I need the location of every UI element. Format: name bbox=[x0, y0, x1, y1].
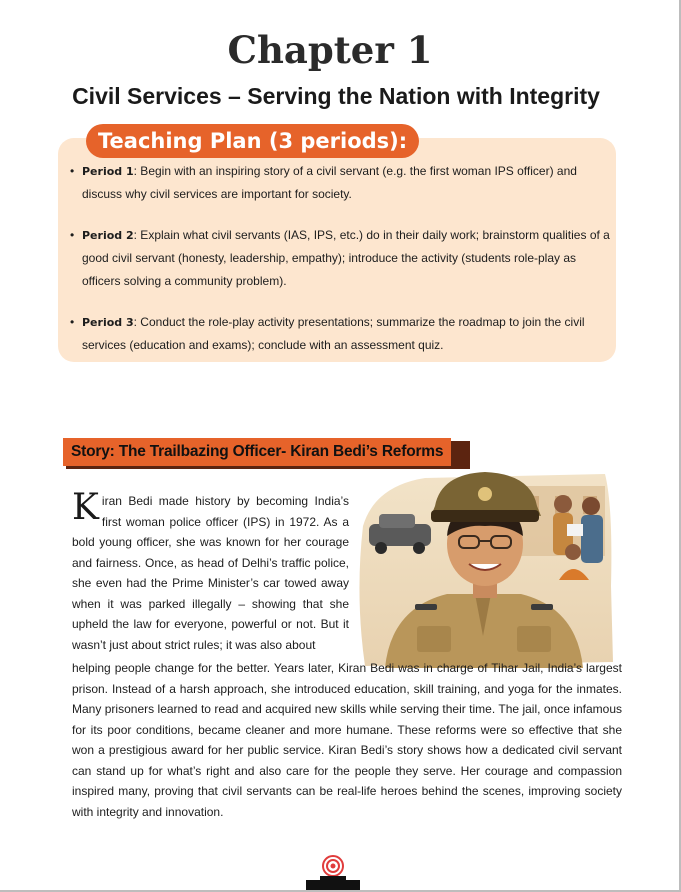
period-text: : Begin with an inspiring story of a civil servant (e.g. the first woman IPS officer) and discuss why civil services are important for society. bbox=[82, 164, 577, 201]
period-label: Period 3 bbox=[82, 316, 134, 329]
dropcap: K bbox=[72, 487, 99, 528]
period-item bbox=[70, 311, 610, 357]
period-label: Period 2 bbox=[82, 229, 134, 242]
period-text: : Conduct the role-play activity presentations; summarize the roadmap to join the civil services (education and exams); conclude with an assessment quiz. bbox=[82, 315, 585, 352]
teaching-plan-badge: Teaching Plan (3 periods): bbox=[86, 124, 419, 158]
footer-bar bbox=[306, 880, 360, 890]
period-label: Period 1 bbox=[82, 165, 134, 178]
target-icon bbox=[322, 855, 344, 877]
bullet-icon: • bbox=[70, 315, 75, 329]
story-intro-text: iran Bedi made history by becoming India’s first woman police officer (IPS) in 1972. As a bold young officer, she was known for her courage and fairness. Once, as head of Delhi’s traffic police, she even had the Prime Minister’s car towed away when it was parked illegally – showing that she upheld the law for everyone, powerful or not. But it wasn’t just about strict rules; it was also about bbox=[72, 494, 349, 652]
period-item bbox=[70, 160, 610, 206]
story-paragraph-main: helping people change for the better. Years later, Kiran Bedi was in charge of Tihar Jail, India’s largest prison. Instead of a harsh approach, she introduced education, skill training, and yoga for the inmates. Many prisoners learned to read and acquired new skills while serving their time. The jail, once infamous for its poor conditions, became cleaner and more humane. These reforms were so effective that she won a prestigious award for her public service. Kiran Bedi’s story shows how a dedicated civil servant can stand up for what’s right and also care for the people they serve. Her courage and compassion inspired many, proving that civil servants can be real-life heroes behind the scenes, improving society with integrity and innovation. bbox=[72, 661, 622, 819]
chapter-subtitle: Civil Services – Serving the Nation with Integrity bbox=[72, 83, 600, 109]
police-officer-illustration bbox=[355, 466, 615, 668]
chapter-title: Chapter 1 bbox=[227, 28, 433, 72]
period-text: : Explain what civil servants (IAS, IPS, etc.) do in their daily work; brainstorm qualities of a good civil servant (honesty, leadership, empathy); introduce the activity (students role-play as officers solving a community problem). bbox=[82, 228, 610, 288]
bullet-icon: • bbox=[70, 228, 75, 242]
story-heading: Story: The Trailbazing Officer- Kiran Bedi’s Reforms bbox=[63, 438, 451, 466]
story-paragraph-intro bbox=[72, 487, 349, 655]
period-item bbox=[70, 224, 610, 293]
bullet-icon: • bbox=[70, 164, 75, 178]
